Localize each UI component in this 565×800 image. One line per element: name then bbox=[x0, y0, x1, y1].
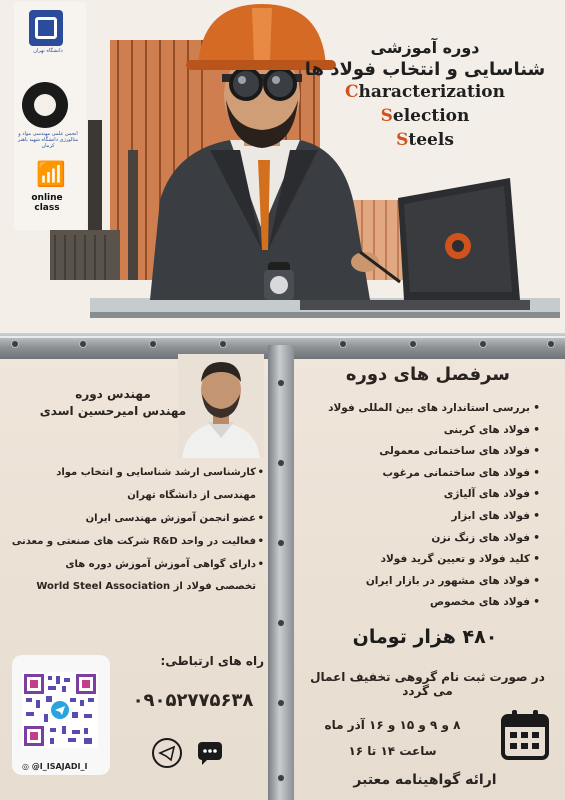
telegram-icon[interactable] bbox=[152, 738, 182, 768]
rivet-icon bbox=[278, 700, 284, 706]
university-logo bbox=[29, 10, 63, 46]
rivet-icon bbox=[278, 775, 284, 781]
instructor-role: مهندس دوره bbox=[75, 387, 151, 401]
syllabus-item: • فولاد های مشهور در بازار ایران bbox=[300, 571, 540, 593]
syllabus-item: • فولاد های ساختمانی مرغوب bbox=[300, 463, 540, 485]
instructor-heading bbox=[18, 386, 208, 420]
rivet-icon bbox=[278, 540, 284, 546]
vertical-steel-beam bbox=[268, 345, 294, 800]
syllabus-list bbox=[300, 398, 540, 614]
syllabus-title: سرفصل های دوره bbox=[345, 364, 510, 385]
course-title bbox=[300, 38, 550, 152]
syllabus-item: • فولاد های مخصوص bbox=[300, 592, 540, 614]
schedule bbox=[300, 712, 485, 764]
english-title-1: Characterization bbox=[345, 82, 505, 102]
association-caption: انجمن علمی مهندسی مواد و متالورژی دانشگاه شهید باهنر کرمان bbox=[17, 131, 79, 149]
rivet-icon bbox=[80, 341, 86, 347]
chat-icon[interactable] bbox=[198, 742, 222, 760]
online-class-label: online class bbox=[31, 193, 63, 213]
contact-label: راه های ارتباطی: bbox=[160, 654, 264, 668]
course-price: ۴۸۰ هزار تومان bbox=[352, 626, 498, 648]
credential-item: • عضو انجمن آموزش مهندسی ایران bbox=[8, 512, 264, 525]
credential-item: • دارای گواهی آموزش آموزش دوره های bbox=[8, 558, 264, 571]
rivet-icon bbox=[548, 341, 554, 347]
syllabus-item: • فولاد های ابزار bbox=[300, 506, 540, 528]
rivet-icon bbox=[480, 341, 486, 347]
rivet-icon bbox=[410, 341, 416, 347]
instagram-handle[interactable]: ◎ @I_ISAJADI_I bbox=[22, 762, 88, 771]
qr-code[interactable] bbox=[22, 672, 98, 748]
instructor-credentials bbox=[8, 466, 264, 603]
phone-number[interactable]: ۰۹۰۵۲۷۷۵۶۳۸ bbox=[132, 690, 254, 711]
course-dates: ۸ و ۹ و ۱۵ و ۱۶ آذر ماه bbox=[324, 718, 461, 732]
credential-item: • کارشناسی ارشد شناسایی و انتخاب مواد bbox=[8, 466, 264, 479]
rivet-icon bbox=[278, 380, 284, 386]
title-line-2: شناسایی و انتخاب فولاد ها bbox=[304, 59, 546, 80]
syllabus-item: • بررسی استاندارد های بین المللی فولاد bbox=[300, 398, 540, 420]
rivet-icon bbox=[278, 460, 284, 466]
university-caption: دانشگاه تهران bbox=[33, 48, 63, 54]
syllabus-item: • فولاد های آلیاژی bbox=[300, 484, 540, 506]
calendar-icon bbox=[500, 708, 550, 762]
title-line-1: دوره آموزشی bbox=[370, 38, 480, 57]
rivet-icon bbox=[12, 341, 18, 347]
rivet-icon bbox=[340, 341, 346, 347]
rivet-icon bbox=[278, 620, 284, 626]
course-time: ساعت ۱۴ تا ۱۶ bbox=[348, 744, 437, 758]
credential-item: مهندسی از دانشگاه تهران bbox=[127, 490, 256, 501]
syllabus-item: • فولاد های ساختمانی معمولی bbox=[300, 441, 540, 463]
syllabus-item: • فولاد های زنگ نزن bbox=[300, 528, 540, 550]
credential-item: • فعالیت در واحد R&D شرکت های صنعتی و معدنی bbox=[8, 535, 264, 548]
syllabus-item: • فولاد های کربنی bbox=[300, 420, 540, 442]
english-title-2: Selection bbox=[380, 106, 470, 126]
instructor-name: مهندس امیرحسین اسدی bbox=[39, 404, 187, 418]
certificate-note: ارائه گواهینامه معتبر bbox=[353, 772, 497, 788]
group-discount-note: در صورت ثبت نام گروهی تخفیف اعمال می گردد bbox=[310, 670, 545, 698]
wifi-icon: 📶 bbox=[36, 160, 66, 188]
rivet-icon bbox=[150, 341, 156, 347]
association-logo bbox=[22, 82, 68, 128]
rivet-icon bbox=[220, 341, 226, 347]
credential-item: تخصصی فولاد از World Steel Association bbox=[36, 581, 256, 592]
english-title-3: Steels bbox=[396, 130, 454, 150]
syllabus-item: • کلید فولاد و تعیین گرید فولاد bbox=[300, 549, 540, 571]
